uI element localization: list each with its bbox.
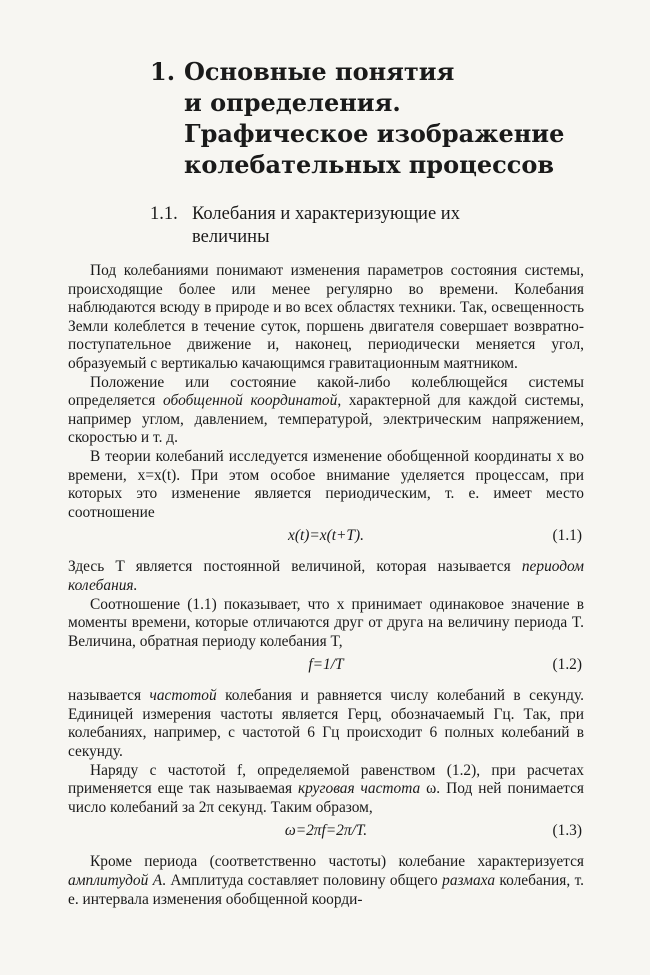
section-title-line: Колебания и характеризующие их <box>192 204 460 224</box>
paragraph-text: колебания и равняется числу колебаний в секунду. Единицей измерения частоты является Герц, обозначаемый Гц. Так, при колебаниях, например, с частотой 6 Гц происходит 6 полных колебаний в секунду. <box>68 687 584 761</box>
term-frequency: частотой <box>149 687 217 705</box>
paragraph <box>68 687 584 761</box>
term-generalized-coordinate: обобщенной координатой <box>163 392 338 410</box>
chapter-title <box>150 56 620 180</box>
equation-1-1 <box>68 527 584 549</box>
paragraph-text: , характерной для каждой системы, например углом, давлением, температурой, электрическим напряжением, скоростью и т. д. <box>68 392 584 447</box>
equation-expression: x(t)=x(t+T). <box>288 527 364 545</box>
section-title-line: величины <box>192 227 270 247</box>
equation-number: (1.3) <box>552 822 582 840</box>
chapter-title-line: и определения. <box>184 88 401 117</box>
paragraph <box>68 448 584 522</box>
paragraph <box>68 262 584 374</box>
paragraph-text: называется <box>68 687 150 705</box>
body-text <box>68 262 584 909</box>
paragraph-text: колебания, т. е. интервала изменения обобщенной коорди- <box>68 872 584 908</box>
paragraph <box>68 596 584 652</box>
paragraph <box>68 558 584 595</box>
paragraph <box>68 374 584 448</box>
paragraph-text: Наряду с частотой f, определяемой равенством (1.2), при расчетах применяется еще так называемая <box>68 761 584 798</box>
equation-number: (1.1) <box>552 527 582 545</box>
chapter-number: 1. <box>150 57 176 86</box>
paragraph-text: . Амплитуда составляет половину общего <box>162 872 443 890</box>
paragraph <box>68 762 584 818</box>
paragraph-text: Под колебаниями понимают изменения параметров состояния системы, происходящие более или менее регулярно во времени. Колебания наблюдаются всюду в природе и во всех областях техники. Так, освещенность Земли колеблется в течение суток, поршень двигателя совершает возвратно-поступательное движение и, наконец, периодически меняется угол, образуемый с вертикалью качающимся гравитационным маятником. <box>68 262 584 372</box>
paragraph-text: В теории колебаний исследуется изменение обобщенной координаты x во времени, x=x(t). При этом особое внимание уделяется процессам, при которых это изменение является периодическим, т. е. имеет место соотношение <box>68 447 584 521</box>
term-amplitude: амплитудой A <box>68 872 163 890</box>
term-angular-frequency: круговая частота <box>297 780 421 798</box>
equation-expression: ω=2πf=2π/T. <box>284 822 368 840</box>
paragraph-text: Положение или состояние какой-либо колеблющейся системы определяется <box>68 373 584 410</box>
equation-1-3 <box>68 822 584 844</box>
paragraph-text: Кроме периода (соответственно частоты) колебание характеризуется <box>90 853 584 871</box>
paragraph-text: ω. Под ней понимается число колебаний за 2π секунд. Таким образом, <box>68 780 584 816</box>
chapter-title-line: Графическое изображение <box>184 119 565 148</box>
equation-1-2 <box>68 656 584 678</box>
chapter-title-line: колебательных процессов <box>184 150 554 179</box>
section-title <box>150 203 570 249</box>
term-swing: размаха <box>442 872 496 890</box>
term-period: периодом колебания. <box>68 558 584 594</box>
paragraph <box>68 853 584 909</box>
paragraph-text: Здесь T является постоянной величиной, которая называется <box>68 558 522 576</box>
equation-expression: f=1/T <box>308 656 344 674</box>
equation-number: (1.2) <box>552 656 582 674</box>
chapter-title-line: Основные понятия <box>184 57 455 86</box>
paragraph-text: Соотношение (1.1) показывает, что x принимает одинаковое значение в моменты времени, которые отличаются друг от друга на величину периода T. Величина, обратная периоду колебания T, <box>68 595 584 650</box>
section-number: 1.1. <box>150 204 178 224</box>
